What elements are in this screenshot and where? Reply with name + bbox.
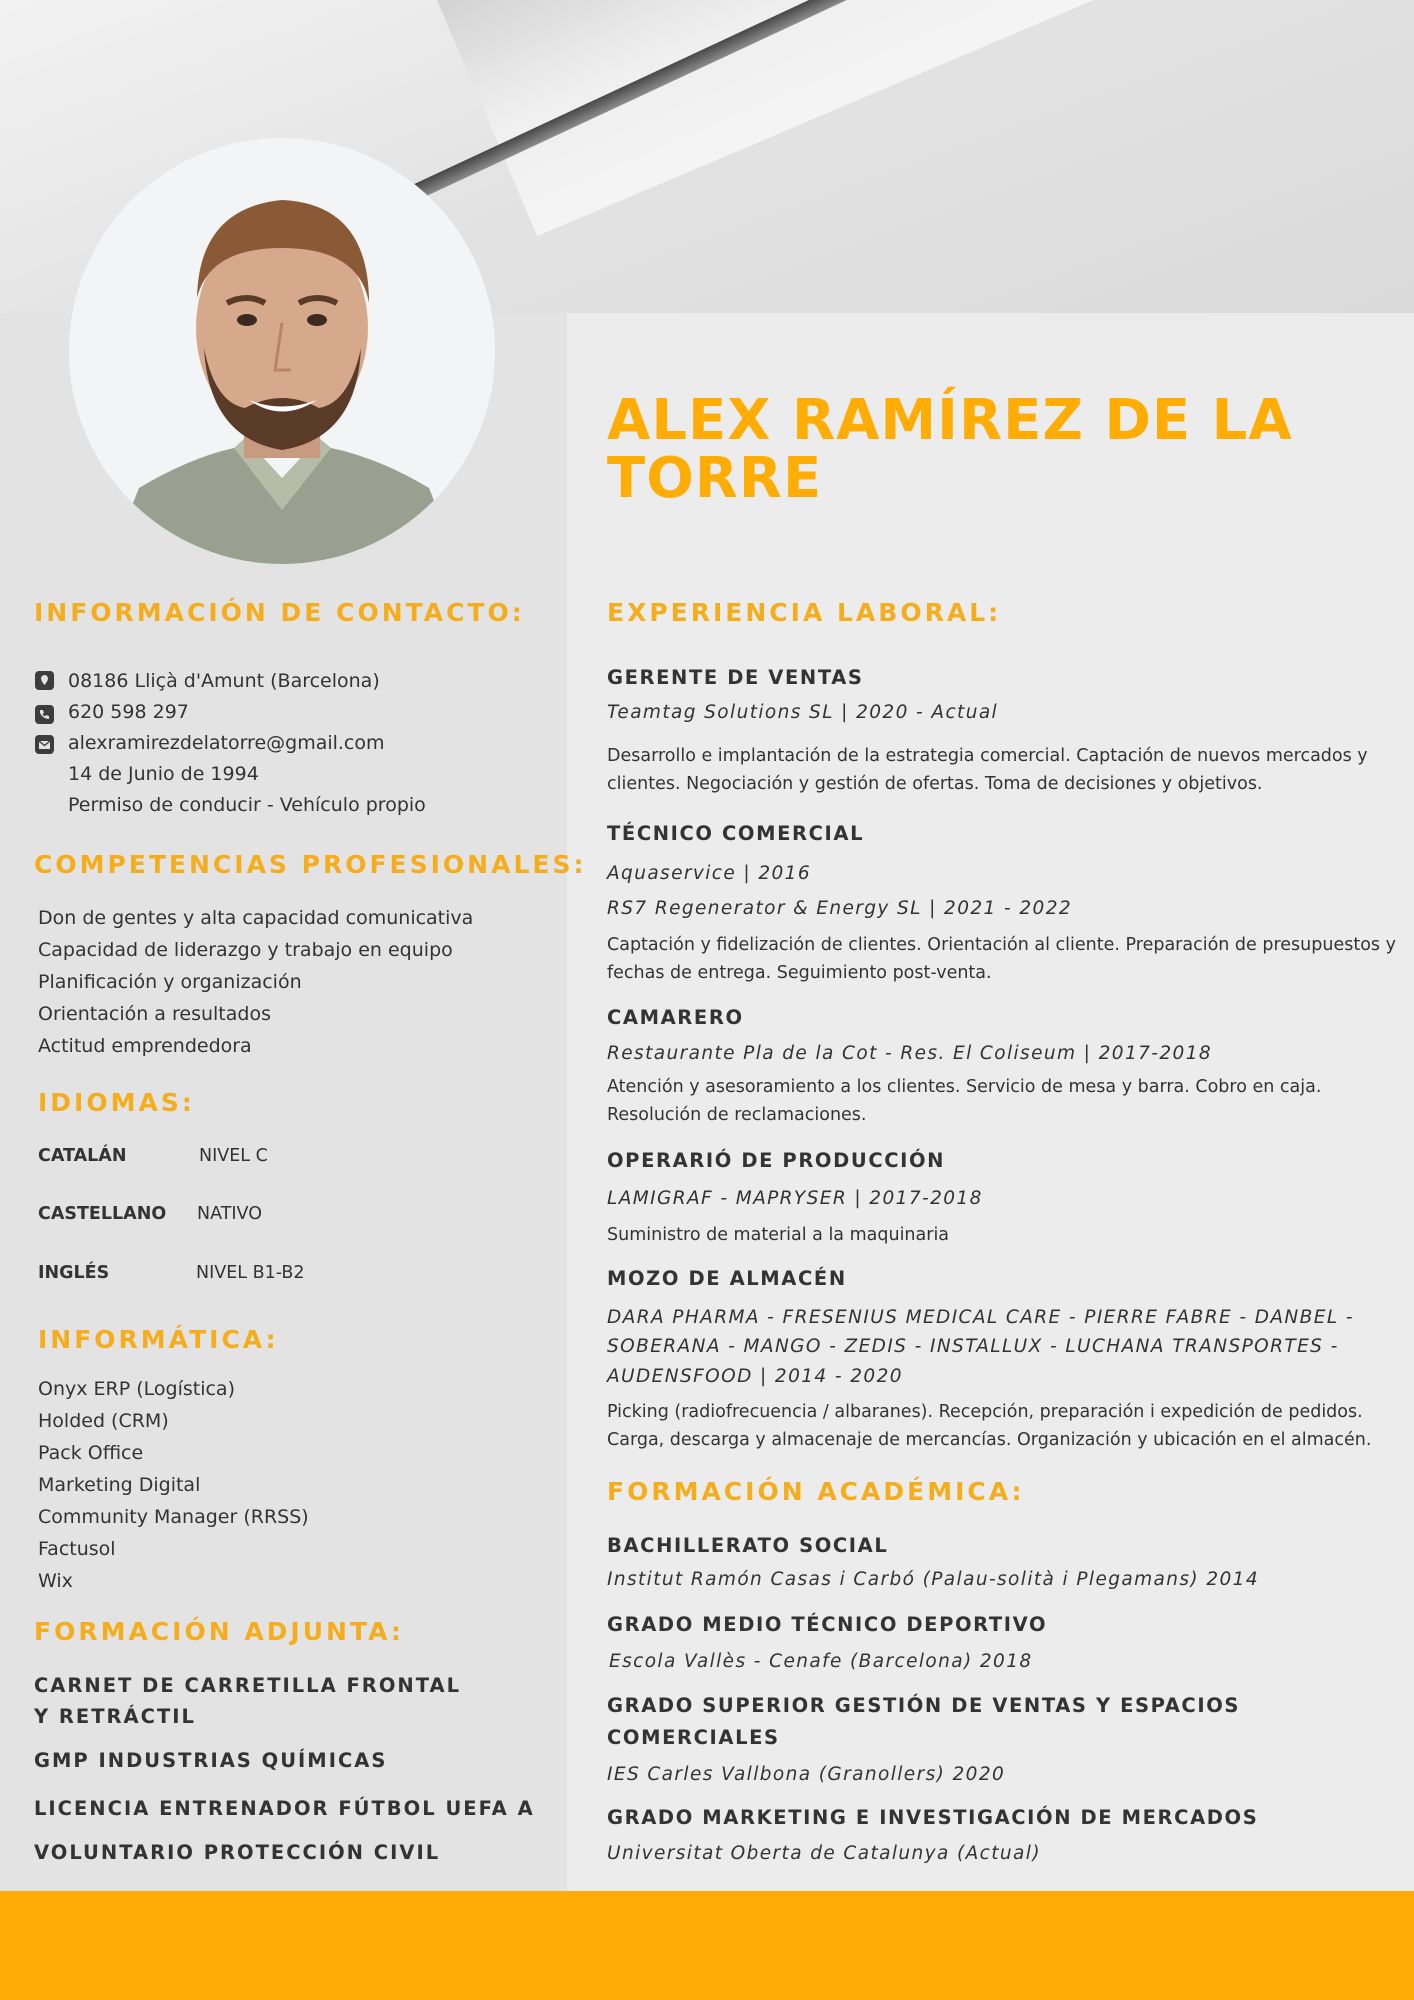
skills-list	[38, 902, 473, 1062]
list-item: Community Manager (RRSS)	[38, 1506, 309, 1528]
list-item: Pack Office	[38, 1442, 144, 1464]
email-icon	[35, 735, 54, 754]
list-item: Planificación y organización	[38, 971, 302, 993]
attached-training-item: LICENCIA ENTRENADOR FÚTBOL UEFA A	[34, 1797, 535, 1820]
job-company: Restaurante Pla de la Cot - Res. El Coliseum | 2017-2018	[607, 1043, 1213, 1064]
person-name-line-1: ALEX RAMÍREZ DE LA	[607, 388, 1293, 453]
list-item: Onyx ERP (Logística)	[38, 1378, 235, 1400]
job-title: MOZO DE ALMACÉN	[607, 1267, 847, 1290]
degree-institution: Institut Ramón Casas i Carbó (Palau-solità i Plegamans) 2014	[607, 1569, 1260, 1590]
list-item: Holded (CRM)	[38, 1410, 169, 1432]
job-company: AUDENSFOOD | 2014 - 2020	[607, 1366, 903, 1387]
list-item: Capacidad de liderazgo y trabajo en equipo	[38, 939, 453, 961]
language-name: CASTELLANO	[38, 1204, 167, 1224]
job-description: Suministro de material a la maquinaria	[607, 1225, 950, 1245]
list-item: Actitud emprendedora	[38, 1035, 252, 1057]
contact-section-title: INFORMACIÓN DE CONTACTO:	[34, 598, 525, 627]
computing-section-title: INFORMÁTICA:	[38, 1325, 279, 1354]
attached-training-item: VOLUNTARIO PROTECCIÓN CIVIL	[34, 1841, 441, 1864]
degree-institution: Universitat Oberta de Catalunya (Actual)	[607, 1843, 1041, 1864]
attached-training-section-title: FORMACIÓN ADJUNTA:	[34, 1617, 404, 1646]
attached-training-item: GMP INDUSTRIAS QUÍMICAS	[34, 1749, 388, 1772]
job-company: Teamtag Solutions SL | 2020 - Actual	[607, 702, 999, 723]
location-pin-icon	[35, 671, 54, 690]
job-description: Captación y fidelización de clientes. Orientación al cliente. Preparación de presupuestos y fechas de entrega. Seguimiento post-venta.	[607, 935, 1396, 983]
list-item: Orientación a resultados	[38, 1003, 271, 1025]
language-name: CATALÁN	[38, 1146, 127, 1166]
degree-title: GRADO SUPERIOR GESTIÓN DE VENTAS Y ESPACIOS	[607, 1694, 1241, 1717]
person-name-line-2: TORRE	[607, 446, 823, 511]
job-title: CAMARERO	[607, 1006, 744, 1029]
footer-bar	[0, 1891, 1414, 2000]
list-item: Marketing Digital	[38, 1474, 201, 1496]
job-title: TÉCNICO COMERCIAL	[607, 822, 865, 845]
contact-driving-license: Permiso de conducir - Vehículo propio	[68, 794, 426, 816]
skills-section-title: COMPETENCIAS PROFESIONALES:	[34, 850, 587, 879]
languages-section-title: IDIOMAS:	[38, 1088, 195, 1117]
language-name: INGLÉS	[38, 1263, 110, 1283]
job-company: LAMIGRAF - MAPRYSER | 2017-2018	[607, 1188, 983, 1209]
education-section-title: FORMACIÓN ACADÉMICA:	[607, 1477, 1025, 1506]
attached-training-item: CARNET DE CARRETILLA FRONTAL	[34, 1674, 462, 1697]
language-level: NATIVO	[197, 1204, 262, 1224]
language-level: NIVEL C	[199, 1146, 268, 1166]
profile-photo	[69, 138, 495, 564]
contact-phone: 620 598 297	[68, 701, 189, 723]
list-item: Factusol	[38, 1538, 116, 1560]
computing-list	[38, 1373, 309, 1597]
degree-institution: IES Carles Vallbona (Granollers) 2020	[607, 1764, 1006, 1785]
degree-title: BACHILLERATO SOCIAL	[607, 1534, 889, 1557]
language-level: NIVEL B1-B2	[196, 1263, 305, 1283]
contact-email: alexramirezdelatorre@gmail.com	[68, 732, 385, 754]
job-description: Picking (radiofrecuencia / albaranes). Recepción, preparación i expedición de pedidos. Carga, descarga y almacenaje de mercancías. Organización y ubicación en el almacén.	[607, 1402, 1372, 1450]
job-description: Desarrollo e implantación de la estrategia comercial. Captación de nuevos mercados y clientes. Negociación y gestión de ofertas. Toma de decisiones y objetivos.	[607, 746, 1368, 794]
job-company: Aquaservice | 2016	[607, 863, 812, 884]
job-title: OPERARIÓ DE PRODUCCIÓN	[607, 1149, 946, 1172]
profile-portrait-illustration	[69, 138, 495, 564]
job-company: DARA PHARMA - FRESENIUS MEDICAL CARE - PIERRE FABRE - DANBEL -	[607, 1307, 1354, 1328]
degree-title: GRADO MEDIO TÉCNICO DEPORTIVO	[607, 1613, 1048, 1636]
degree-title-continued: COMERCIALES	[607, 1726, 780, 1749]
list-item: Don de gentes y alta capacidad comunicativa	[38, 907, 474, 929]
job-title: GERENTE DE VENTAS	[607, 666, 864, 689]
job-company: SOBERANA - MANGO - ZEDIS - INSTALLUX - LUCHANA TRANSPORTES -	[607, 1336, 1339, 1357]
contact-birthdate: 14 de Junio de 1994	[68, 763, 259, 785]
list-item: Wix	[38, 1570, 73, 1592]
degree-institution: Escola Vallès - Cenafe (Barcelona) 2018	[609, 1651, 1033, 1672]
degree-title: GRADO MARKETING E INVESTIGACIÓN DE MERCADOS	[607, 1806, 1259, 1829]
job-company: RS7 Regenerator & Energy SL | 2021 - 2022	[607, 898, 1073, 919]
person-name	[607, 388, 1387, 511]
job-description: Atención y asesoramiento a los clientes. Servicio de mesa y barra. Cobro en caja. Resolución de reclamaciones.	[607, 1077, 1322, 1125]
experience-section-title: EXPERIENCIA LABORAL:	[607, 598, 1002, 627]
phone-icon	[35, 705, 54, 724]
attached-training-item: Y RETRÁCTIL	[34, 1705, 196, 1728]
contact-address: 08186 Lliçà d'Amunt (Barcelona)	[68, 670, 380, 692]
